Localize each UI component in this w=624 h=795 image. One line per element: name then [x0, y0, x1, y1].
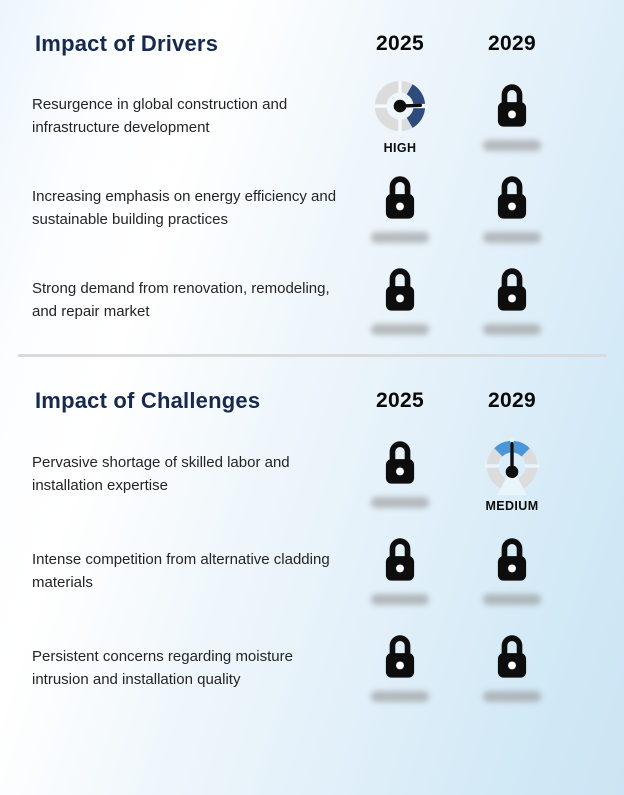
impact-cell-2029 — [456, 266, 568, 335]
impact-cell-2025 — [344, 633, 456, 702]
drivers-header — [0, 24, 624, 64]
lock-icon — [496, 82, 528, 133]
lock-icon — [384, 633, 416, 684]
redacted-impact-text — [483, 232, 541, 243]
gauge-high-icon — [369, 77, 431, 144]
impact-cell-2029 — [456, 174, 568, 243]
redacted-impact-text — [371, 324, 429, 335]
impact-level-label: HIGH — [383, 141, 417, 155]
impact-cell-2029 — [456, 435, 568, 513]
challenge-label: Intense competition from alternative cladding materials — [32, 550, 330, 591]
driver-label: Increasing emphasis on energy efficiency and sustainable building practices — [32, 188, 337, 228]
lock-icon — [496, 266, 528, 317]
impact-cell-2025 — [344, 536, 456, 605]
impact-cell-2025 — [344, 266, 456, 335]
impact-cell-2025 — [344, 174, 456, 243]
challenge-row — [0, 522, 624, 619]
redacted-impact-text — [483, 691, 541, 702]
challenges-title: Impact of Challenges — [35, 388, 261, 413]
year-header-2025: 2025 — [376, 389, 424, 412]
redacted-impact-text — [483, 140, 541, 151]
driver-row — [0, 162, 624, 254]
year-header-2029: 2029 — [488, 389, 536, 412]
redacted-impact-text — [483, 324, 541, 335]
lock-icon — [384, 174, 416, 225]
section-drivers — [0, 24, 624, 346]
redacted-impact-text — [371, 691, 429, 702]
challenge-label: Persistent concerns regarding moisture intrusion and installation quality — [32, 647, 293, 688]
redacted-impact-text — [371, 594, 429, 605]
section-divider — [18, 354, 607, 357]
challenge-label: Pervasive shortage of skilled labor and installation expertise — [32, 453, 290, 494]
impact-cell-2025 — [344, 77, 456, 155]
redacted-impact-text — [371, 497, 429, 508]
challenge-row — [0, 619, 624, 716]
lock-icon — [384, 266, 416, 317]
year-header-2025: 2025 — [376, 32, 424, 55]
gauge-medium-icon — [481, 435, 543, 502]
lock-icon — [384, 536, 416, 587]
drivers-title: Impact of Drivers — [35, 31, 219, 56]
impact-cell-2029 — [456, 536, 568, 605]
challenge-row — [0, 425, 624, 522]
redacted-impact-text — [483, 594, 541, 605]
driver-row — [0, 70, 624, 162]
year-header-2029: 2029 — [488, 32, 536, 55]
lock-icon — [496, 633, 528, 684]
driver-label: Resurgence in global construction and infrastructure development — [32, 96, 288, 136]
impact-cell-2025 — [344, 439, 456, 508]
driver-label: Strong demand from renovation, remodeling, and repair market — [32, 280, 330, 320]
driver-row — [0, 254, 624, 346]
section-challenges — [0, 381, 624, 716]
redacted-impact-text — [371, 232, 429, 243]
impact-cell-2029 — [456, 82, 568, 151]
impact-level-label: MEDIUM — [485, 498, 539, 513]
lock-icon — [496, 536, 528, 587]
lock-icon — [384, 439, 416, 490]
lock-icon — [496, 174, 528, 225]
impact-cell-2029 — [456, 633, 568, 702]
challenges-header — [0, 381, 624, 421]
